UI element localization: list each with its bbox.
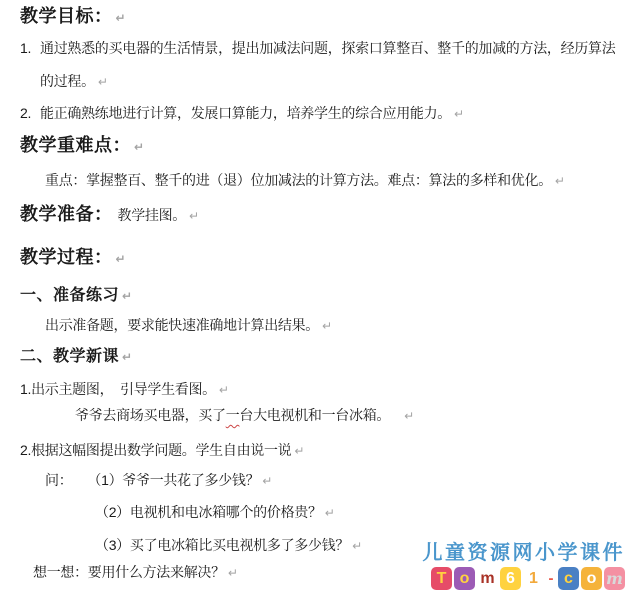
objective-1-cont-text: 的过程。 [40,73,95,89]
step-2-item-1 [20,381,229,398]
paragraph-mark: ↵ [189,209,200,223]
heading-key-points-text: 教学重难点： [20,135,131,155]
key-points-body [45,172,565,189]
scenario-sentence [75,407,414,424]
paragraph-mark: ↵ [404,409,415,423]
think-line [33,564,238,581]
step-1-title [20,286,132,305]
heading-process [20,247,126,269]
paragraph-mark: ↵ [115,252,126,266]
paragraph-mark: ↵ [122,289,133,303]
question-2-line [95,504,335,521]
logo-letter-c: c [558,567,579,590]
question-3-line [95,537,362,554]
step-2-item-2 [20,442,304,459]
scenario-before: 爷爷去商场买电器，买了 [75,407,226,423]
heading-preparation-text: 教学准备： [20,204,113,224]
site-watermark [423,536,626,590]
step-2-title [20,347,132,366]
paragraph-mark: ↵ [115,11,126,25]
paragraph-mark: ↵ [134,140,145,154]
paragraph-mark: ↵ [322,319,333,333]
question-1-text: （1）爷爷一共花了多少钱？ [94,472,260,488]
question-3-text: （3）买了电冰箱比买电视机多了多少钱？ [95,537,350,553]
key-points-text: 重点：掌握整百、整千的进（退）位加减法的计算方法。难点：算法的多样和优化。 [45,172,552,188]
spellcheck-marked-word: 一 [225,407,240,423]
heading-objectives-text: 教学目标： [20,6,113,26]
heading-objectives [20,6,126,28]
logo-letter-m: m [480,569,495,587]
think-text: 想一想：要用什么方法来解决？ [33,564,225,580]
preparation-text: 教学挂图。 [117,207,186,223]
paragraph-mark: ↵ [227,566,238,580]
step-2-title-text: 二、教学新课 [20,348,120,365]
list-number: 2. [20,105,32,121]
ask-label: 问： [45,472,73,488]
paragraph-mark: ↵ [554,174,565,188]
question-2-text: （2）电视机和电冰箱哪个的价格贵？ [95,504,322,520]
step-1-title-text: 一、准备练习 [20,287,120,304]
paragraph-mark: ↵ [97,75,108,89]
step-2-item-1-text: 1.出示主题图， 引导学生看图。 [20,381,216,397]
step-1-text: 出示准备题，要求能快速准确地计算出结果。 [45,317,319,333]
watermark-logo [423,567,626,590]
logo-dash: - [548,570,554,587]
paragraph-mark: ↵ [122,350,133,364]
question-1-line [45,472,272,489]
objective-1-text: 通过熟悉的买电器的生活情景，提出加减法问题，探索口算整百、整千的加减的方法，经历算法 [40,40,616,56]
step-1-body [45,317,332,334]
heading-preparation-line [20,204,199,226]
paragraph-mark: ↵ [352,539,363,553]
step-2-item-2-text: 2.根据这幅图提出数学问题。学生自由说一说 [20,442,292,458]
paragraph-mark: ↵ [454,107,465,121]
paragraph-mark: ↵ [262,474,273,488]
objective-item-1-continued [40,73,108,90]
heading-key-points [20,135,144,157]
logo-letter-o2: o [581,567,602,590]
paragraph-mark: ↵ [294,444,305,458]
logo-letter-o: o [454,567,475,590]
list-number: 1. [20,40,32,56]
heading-process-text: 教学过程： [20,247,113,267]
paragraph-mark: ↵ [218,383,229,397]
paragraph-mark: ↵ [324,506,335,520]
objective-item-2 [20,105,464,122]
objective-2-text: 能正确熟练地进行计算，发展口算能力，培养学生的综合应用能力。 [40,105,451,121]
logo-letter-t: T [431,567,452,590]
logo-letter-m2: m [604,567,625,590]
scenario-after: 台大电视机和一台冰箱。 [239,407,391,423]
logo-letter-1: 1 [529,569,538,587]
watermark-site-name: 儿童资源网小学课件 [422,542,625,564]
objective-item-1 [20,40,615,57]
logo-letter-6: 6 [500,567,521,590]
